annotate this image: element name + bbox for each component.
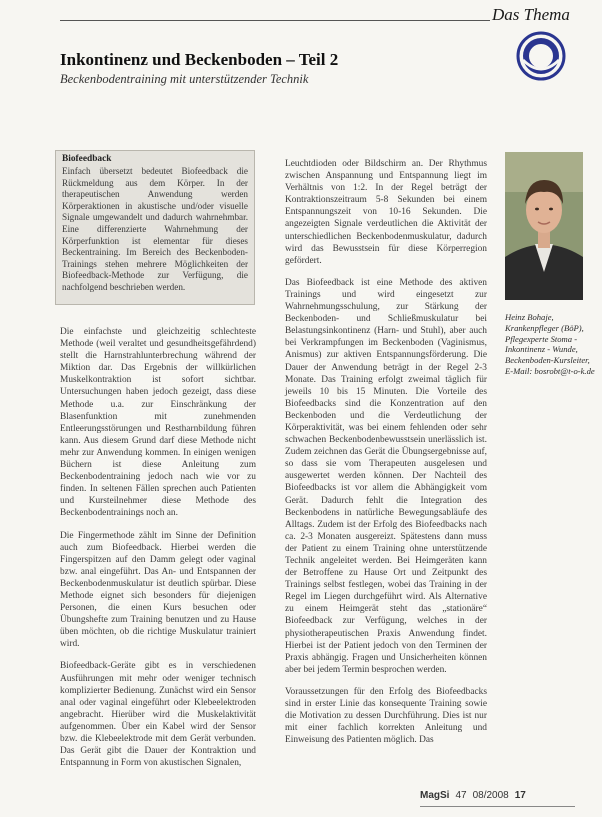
- left-paragraph-1: Die einfachste und gleichzeitig schlechteste Methode (weil veraltet und gesundheitsgefährdend) stellt die Harnstrahlunterbrechung während der Miktion dar. Das Ergebnis der willkürlichen Muskelkontraktion ist sofort sichtbar. Untersuchungen haben jedoch gezeigt, dass diese Methode u.a. zur Einschränkung der Blasenfunktion mit zunehmenden Entleerungsstörungen und Restharnbildung führen kann. Aus diesem Grund darf diese Methode nicht mehr zur Anwendung kommen. In einigen wenigen Büchern ist diese Anleitung zum Beckenbodentraining jedoch nach wie vor zu finden. In seltenen Fällen sprechen auch Patienten und Kursteilnehmer diese Methode des Beckenbodentrainings noch an.: [60, 327, 256, 519]
- left-paragraph-3: Biofeedback-Geräte gibt es in verschiedenen Ausführungen mit mehr oder weniger technisch komplizierter Bedienung. Zunächst wird ein Sensor anal oder vaginal eingeführt oder Klebeelektroden angebracht. Hierüber wird die Muskelaktivität aufgenommen. Über ein Kabel wird der Sensor bzw. die Klebeelektrode mit dem Gerät verbunden. Das Gerät gibt die Dauer der Kontraktion und Entspannung in Form von akustischen Signalen,: [60, 661, 256, 769]
- page-footer: [420, 790, 532, 801]
- middle-column: [285, 158, 487, 756]
- author-photo: [505, 152, 583, 300]
- magazine-name: MagSi: [420, 790, 450, 801]
- biofeedback-infobox: [55, 150, 255, 305]
- page-header: [0, 0, 602, 30]
- footer-rule: [420, 806, 575, 807]
- header-rule: [60, 20, 490, 21]
- middle-paragraph-3: Voraussetzungen für den Erfolg des Biofeedbacks sind in erster Linie das konsequente Training sowie die Motivation zu dessen Durchführung. Dies ist nur mit einer fachlich korrekten Anleitung und Einweisung des Patienten möglich. Das: [285, 686, 487, 746]
- issue-number: 47: [455, 790, 467, 801]
- page-number: 17: [514, 790, 526, 801]
- article-title: Inkontinenz und Beckenboden – Teil 2: [60, 50, 339, 69]
- middle-paragraph-1: Leuchtdioden oder Bildschirm an. Der Rhythmus zwischen Anspannung und Entspannung liegt im Verhältnis von 1:2. In der Regel beträgt der Kontraktionszeitraum 5-8 Sekunden bei einem Entspannungszeit von 10-16 Sekunden. Die angezeigten Signale verdeutlichen die Aktivität der unterschiedlichen Beckenbodenmuskulatur, dadurch wird das Bewusstsein für diese Körperregion gefördert.: [285, 159, 487, 266]
- left-column: [60, 326, 256, 779]
- author-caption: Heinz Bohaje, Krankenpfleger (BöP), Pflegexperte Stoma - Inkontinenz - Wunde, Beckenboden-Kursleiter, E-Mail: bosrobt@t-o-k.de: [505, 312, 595, 376]
- article-subtitle: Beckenbodentraining mit unterstützender Technik: [60, 72, 309, 86]
- infobox-body: Einfach übersetzt bedeutet Biofeedback die Rückmeldung aus dem Körper. In der therapeutischen Anwendung werden Körperaktionen in akustische und/oder visuelle Signale umgewandelt und dadurch wahrnehmbar. Eine differenzierte Wahrnehmung der Körperfunktion ist elementar für dieses Beckentraining. Im Bereich des Beckenboden-Trainings stehen mehrere Möglichkeiten der Biofeedback-Methode zur Verfügung, die nachfolgend beschrieben werden.: [62, 166, 248, 292]
- infobox-title: Biofeedback: [62, 154, 112, 164]
- section-label: Das Thema: [492, 5, 570, 24]
- middle-paragraph-2: Das Biofeedback ist eine Methode des aktiven Trainings und wird eingesetzt zur Wahrnehmungsschulung, zur Stärkung der Beckenboden- und Schließmuskulatur bei Belastungsinkontinenz (Harn- und Stuhl), aber auch bei Verkrampfungen im Beckenboden (Vaginismus, Anismus) zur aktiven Entspannungsförderung. Die Dauer der Anwendung beträgt in der Regel 2-3 Monate. Das Training erfolgt zweimal täglich für jeweils 10 bis 15 Minuten. Die Vorteile des Biofeedbacks sind die Konzentration auf den Beckenboden und die Verdeutlichung der Körperaktivität, was bei einem fehlenden oder sehr schwachen Beckenbodenbewusstsein unerlässlich ist. Zudem zeichnen das Gerät die Übungsergebnisse auf, so dass sie vom Therapeuten ausgelesen und ausgewertet werden können. Der Nachteil des Biofeedbacks ist vor allem die Abhängigkeit vom Gerät. Dadurch fehlt die Integration des Beckenbodens in natürliche Bewegungsabläufe des Alltags. Zudem ist der Erfolg des Biofeedbacks nach ca. 2-3 Monaten ausgereizt. Spätestens dann muss der Patient zu einem Training ohne unterstützende Technik angeleitet werden. Bei Heimgeräten kann der Betroffene zu Hause Ort und Zeitpunkt des Trainings selbst festlegen, wobei das Training in der Regel im Liegen durchgeführt wird. Als Alternative zu einem Heimgerät steht das „stationäre“ Biofeedback zur Verfügung, welches in der physiotherapeutischen Praxis Anwendung findet. Hierbei ist der Patient jedoch von den Terminen der Praxis abhängig. Fragen und Unsicherheiten können aber bei jedem Termin besprochen werden.: [285, 277, 487, 675]
- issue-date: 08/2008: [472, 790, 509, 801]
- left-paragraph-2: Die Fingermethode zählt im Sinne der Definition auch zum Biofeedback. Hierbei werden die Fingerspitzen auf den Damm gelegt oder vaginal bzw. anal eingeführt. Das An- und Entspannen der Beckenbodenmuskulatur ist deutlich spürbar. Diese Methode eignet sich besonders für diejenigen Personen, die einen Kurs besuchen oder Übungshefte zum Training benutzen und zu Hause üben möchten, ob die richtige Muskulatur trainiert wird.: [60, 530, 256, 650]
- swirl-logo-icon: [515, 30, 567, 82]
